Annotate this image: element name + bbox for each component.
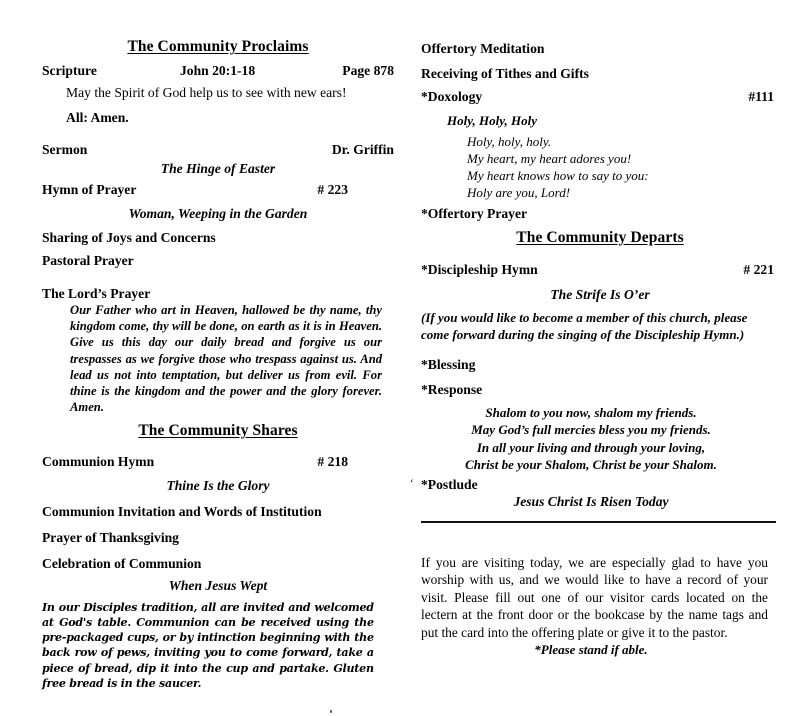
scripture-page: Page 878 xyxy=(342,63,394,78)
communion-music-title: When Jesus Wept xyxy=(168,578,268,593)
communion-invitation-line: Communion Invitation and Words of Institution xyxy=(42,504,322,519)
stray-mark: ‘ xyxy=(407,475,416,491)
response-verse xyxy=(421,404,761,474)
pastoral-prayer-line: Pastoral Prayer xyxy=(42,253,134,268)
postlude-title: Jesus Christ Is Risen Today xyxy=(513,494,669,509)
doxology-row xyxy=(421,90,779,104)
discipleship-hymn-label: *Discipleship Hymn xyxy=(421,262,538,277)
right-column xyxy=(407,0,779,716)
hymn-of-prayer-number: # 223 xyxy=(317,182,348,197)
doxology-verse-line-3: My heart knows how to say to you: xyxy=(467,168,649,184)
scripture-reference: John 20:1-18 xyxy=(180,63,256,78)
discipleship-hymn-number: # 221 xyxy=(743,262,774,277)
doxology-label: *Doxology xyxy=(421,89,483,104)
hymn-of-prayer-row xyxy=(42,183,394,197)
hymn-of-prayer-label: Hymn of Prayer xyxy=(42,182,137,197)
membership-invitation-note: (If you would like to become a member of this church, please come forward during the singing of the Discipleship Hymn.) xyxy=(421,310,748,342)
hymn-of-prayer-title: Woman, Weeping in the Garden xyxy=(128,206,308,221)
receiving-tithes-line: Receiving of Tithes and Gifts xyxy=(421,66,589,81)
sermon-title: The Hinge of Easter xyxy=(160,161,276,176)
discipleship-hymn-title: The Strife Is O’er xyxy=(550,287,650,302)
heading-community-shares: The Community Shares xyxy=(138,422,298,439)
communion-hymn-number: # 218 xyxy=(317,454,348,469)
scripture-row xyxy=(42,64,394,78)
response-label: *Response xyxy=(421,382,483,397)
scripture-label: Scripture xyxy=(42,63,97,78)
sermon-row xyxy=(42,143,394,157)
communion-hymn-title: Thine Is the Glory xyxy=(166,478,270,493)
blessing-line: *Blessing xyxy=(421,357,476,372)
discipleship-hymn-row xyxy=(421,263,779,277)
communion-hymn-label: Communion Hymn xyxy=(42,454,155,469)
heading-community-departs: The Community Departs xyxy=(516,229,684,246)
scripture-response-line: May the Spirit of God help us to see with new ears! xyxy=(66,85,347,100)
sermon-label: Sermon xyxy=(42,142,88,157)
doxology-verse-line-2: My heart, my heart adores you! xyxy=(467,151,632,167)
scan-speck xyxy=(330,710,332,713)
lords-prayer-label: The Lord’s Prayer xyxy=(42,286,151,301)
postlude-label: *Postlude xyxy=(421,477,478,492)
communion-instructions-note: In our Disciples tradition, all are invited and welcomed at God's table. Communion can be received using the pre-packaged cups, or by intinction beginning with the back row of pews, inviting you to come forward, take a piece of bread, dip it into the cup and partake. Gluten free bread is in the saucer. xyxy=(42,600,374,690)
doxology-number: #111 xyxy=(748,89,774,104)
celebration-of-communion-line: Celebration of Communion xyxy=(42,556,202,571)
visitor-welcome-note: If you are visiting today, we are especially glad to have you worship with us, and we would like to have a record of your visit. Please fill out one of our visitor cards located on the lectern at the front door or the bookcase by the name tags and put the card into the offering plate or give it to the pastor. xyxy=(421,555,768,640)
response-verse-line-4: Christ be your Shalom, Christ be your Shalom. xyxy=(465,457,717,473)
sharing-of-joys-line: Sharing of Joys and Concerns xyxy=(42,230,216,245)
doxology-verse-line-4: Holy are you, Lord! xyxy=(467,185,571,201)
response-verse-line-2: May God’s full mercies bless you my friends. xyxy=(471,422,711,438)
doxology-title: Holy, Holy, Holy xyxy=(447,113,538,128)
offertory-meditation-line: Offertory Meditation xyxy=(421,41,545,56)
all-amen-response: All: Amen. xyxy=(66,110,129,125)
please-stand-note: *Please stand if able. xyxy=(534,642,648,657)
doxology-verse-line-1: Holy, holy, holy. xyxy=(467,134,552,149)
heading-community-proclaims: The Community Proclaims xyxy=(127,38,309,55)
section-divider-rule xyxy=(421,521,776,523)
lords-prayer-text: Our Father who art in Heaven, hallowed be thy name, thy kingdom come, thy will be done, on earth as it is in Heaven. Give us this day our daily bread and forgive us our trespasses as we forgive those who trespass against us. And lead us not into temptation, but deliver us from evil. For thine is the kingdom and the power and the glory forever. Amen. xyxy=(70,303,382,415)
response-verse-line-1: Shalom to you now, shalom my friends. xyxy=(485,405,697,420)
offertory-prayer-line: *Offertory Prayer xyxy=(421,206,528,221)
response-verse-line-3: In all your living and through your loving, xyxy=(476,439,706,455)
doxology-verse xyxy=(467,133,649,202)
left-column xyxy=(42,0,394,716)
prayer-of-thanksgiving-line: Prayer of Thanksgiving xyxy=(42,530,179,545)
sermon-preacher: Dr. Griffin xyxy=(331,142,394,157)
communion-hymn-row xyxy=(42,455,394,469)
